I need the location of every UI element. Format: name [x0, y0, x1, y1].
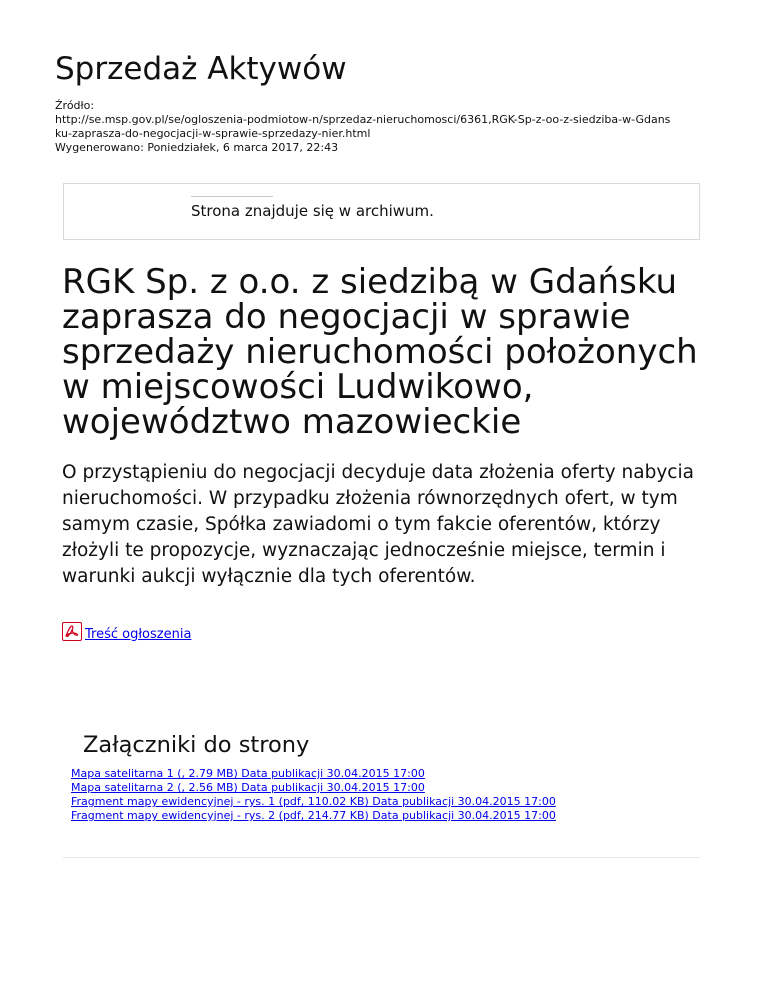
source-label: Źródło:	[55, 99, 95, 112]
generated-timestamp: Wygenerowano: Poniedziałek, 6 marca 2017, 22:43	[55, 141, 339, 154]
article-lead: O przystąpieniu do negocjacji decyduje data złożenia oferty nabycia nieruchomości. W przypadku złożenia równorzędnych ofert, w tym samym czasie, Spółka zawiadomi o tym fakcie oferentów, którzy złożyli te propozycje, wyznaczając jednocześnie miejsce, termin i warunki aukcji wyłącznie dla tych oferentów.	[62, 462, 694, 587]
attachment-item	[71, 809, 556, 823]
source-url-line-1: http://se.msp.gov.pl/se/ogloszenia-podmiotow-n/sprzedaz-nieruchomosci/6361,RGK-Sp-z-oo-z-siedziba-w-Gdans	[55, 113, 671, 126]
bottom-divider	[63, 857, 700, 858]
attachments-heading: Załączniki do strony	[83, 732, 310, 758]
attachment-item	[71, 767, 556, 781]
attachment-item	[71, 795, 556, 809]
attachment-link-registry-map-2[interactable]: Fragment mapy ewidencyjnej - rys. 2 (pdf, 214.77 KB) Data publikacji 30.04.2015 17:00	[71, 809, 556, 822]
archive-notice-text: Strona znajduje się w archiwum.	[191, 202, 434, 220]
document-link[interactable]: Treść ogłoszenia	[85, 627, 192, 642]
document-link-row[interactable]	[62, 622, 191, 644]
archive-notice-divider	[191, 196, 273, 197]
source-url-line-2: ku-zaprasza-do-negocjacji-w-sprawie-sprzedazy-nier.html	[55, 127, 371, 140]
attachment-link-satellite-map-2[interactable]: Mapa satelitarna 2 (, 2.56 MB) Data publikacji 30.04.2015 17:00	[71, 781, 425, 794]
attachment-link-registry-map-1[interactable]: Fragment mapy ewidencyjnej - rys. 1 (pdf, 110.02 KB) Data publikacji 30.04.2015 17:00	[71, 795, 556, 808]
site-title: Sprzedaż Aktywów	[55, 51, 347, 87]
archive-notice-box	[63, 183, 700, 240]
attachment-item	[71, 781, 556, 795]
attachments-list	[71, 767, 556, 823]
attachment-link-satellite-map-1[interactable]: Mapa satelitarna 1 (, 2.79 MB) Data publikacji 30.04.2015 17:00	[71, 767, 425, 780]
article-title: RGK Sp. z o.o. z siedzibą w Gdańsku zaprasza do negocjacji w sprawie sprzedaży nieruchomości położonych w miejscowości Ludwikowo, województwo mazowieckie	[62, 262, 698, 442]
pdf-icon[interactable]	[62, 622, 82, 641]
source-meta	[55, 99, 715, 155]
